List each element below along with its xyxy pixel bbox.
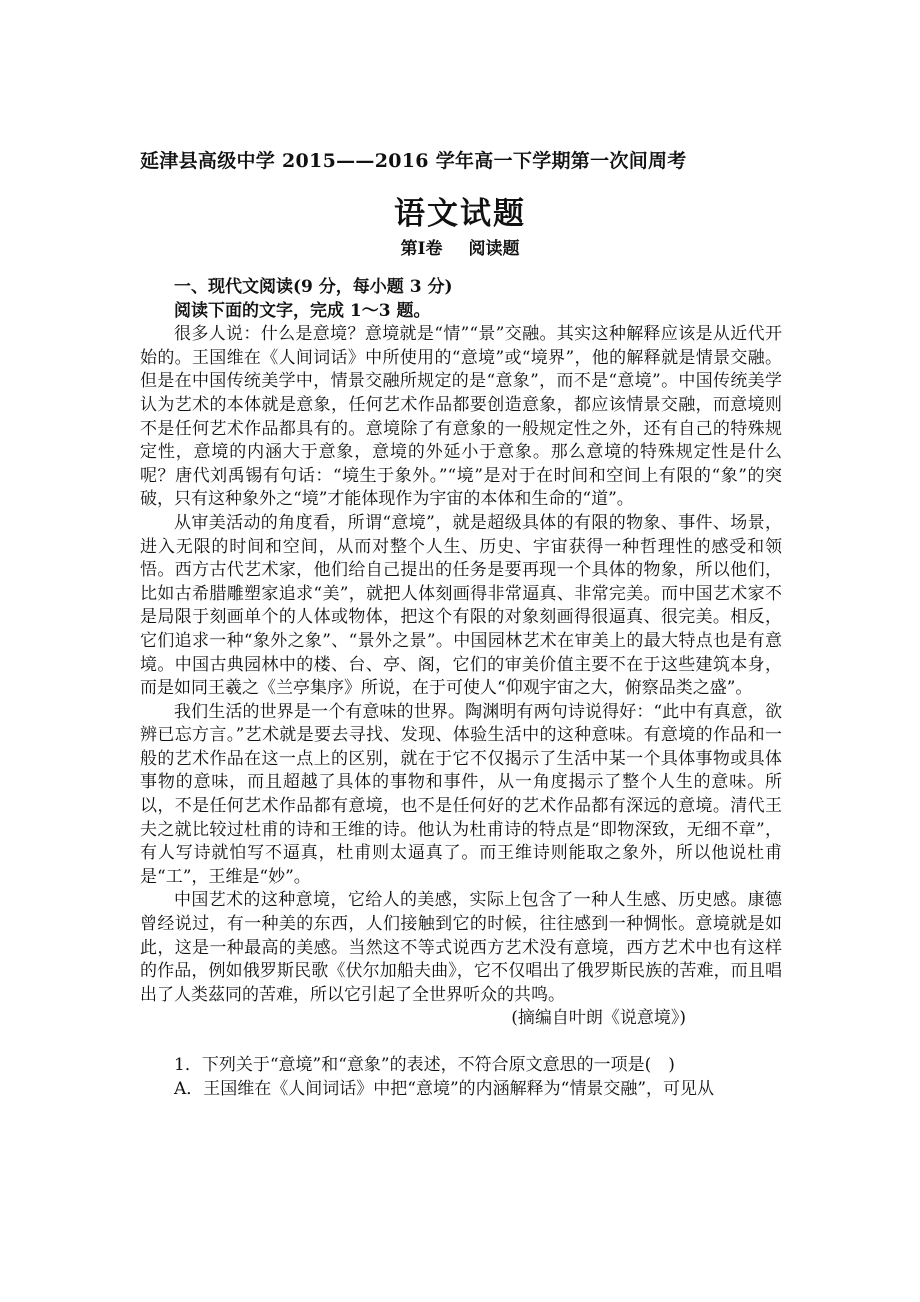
section-instruction: 阅读下面的文字，完成 1～3 题。 (174, 300, 431, 321)
exam-title: 语文试题 (394, 196, 526, 232)
section-heading: 一、现代文阅读(9 分，每小题 3 分) (174, 277, 453, 297)
passage-paragraph-2: 从审美活动的角度看，所谓“意境”，就是超级具体的有限的物象、事件、场景，进入无限的时间和空间，从而对整个人生、历史、宇宙获得一种哲理性的感受和领悟。西方古代艺术家，他们给自己提出的任务是要再现一个具体的物象，所以他们，比如古希腊雕塑家追求“美”，就把人体刻画得非常逼真、非常完美。而中国艺术家不是局限于刻画单个的人体或物体，把这个有限的对象刻画得很逼真、很完美。相反，它们追求一种“象外之象”、“景外之景”。中国园林艺术在审美上的最大特点也是有意境。中国古典园林中的楼、台、亭、阁，它们的审美价值主要不在于这些建筑本身，而是如同王羲之《兰亭集序》所说，在于可使人“仰观宇宙之大，俯察品类之盛”。 (140, 512, 782, 699)
part-name: 阅读题 (468, 239, 520, 259)
exam-header: 延津县高级中学 2015——2016 学年高一下学期第一次间周考 (140, 150, 687, 172)
part-heading (0, 234, 920, 259)
question-1-stem: 1．下列关于“意境”和“意象”的表述，不符合原文意思的一项是( ) (174, 1055, 675, 1075)
reading-section (140, 276, 782, 1101)
passage-paragraph-3: 我们生活的世界是一个有意味的世界。陶渊明有两句诗说得好：“此中有真意，欲辨已忘方言。”艺术就是要去寻找、发现、体验生活中的这种意味。有意境的作品和一般的艺术作品在这一点上的区别，就在于它不仅揭示了生活中某一个具体事物或具体事物的意味，而且超越了具体的事物和事件，从一角度揭示了整个人生的意味。所以，不是任何艺术作品都有意境，也不是任何好的艺术作品都有深远的意境。清代王夫之就比较过杜甫的诗和王维的诗。他认为杜甫诗的特点是“即物深致，无细不章”，有人写诗就怕写不逼真，杜甫则太逼真了。而王维诗则能取之象外，所以他说杜甫是“工”，王维是“妙”。 (140, 701, 782, 887)
passage-paragraph-1: 很多人说：什么是意境？意境就是“情”“景”交融。其实这种解释应该是从近代开始的。王国维在《人间词话》中所使用的“意境”或“境界”，他的解释就是情景交融。但是在中国传统美学中，情景交融所规定的是“意象”，而不是“意境”。中国传统美学认为艺术的本体就是意象，任何艺术作品都要创造意象，都应该情景交融，而意境则不是任何艺术作品都具有的。意境除了有意象的一般规定性之外，还有自己的特殊规定性，意境的内涵大于意象，意境的外延小于意象。那么意境的特殊规定性是什么呢？唐代刘禹锡有句话：“境生于象外。”“境”是对于在时间和空间上有限的“象”的突破，只有这种象外之“境”才能体现作为宇宙的本体和生命的“道”。 (140, 324, 782, 510)
passage-paragraph-4: 中国艺术的这种意境，它给人的美感，实际上包含了一种人生感、历史感。康德曾经说过，有一种美的东西，人们接触到它的时候，往往感到一种惆怅。意境就是如此，这是一种最高的美感。当然这不等式说西方艺术没有意境，西方艺术中也有这样的作品，例如俄罗斯民歌《伏尔加船夫曲》，它不仅唱出了俄罗斯民族的苦难，而且唱出了人类茲同的苦难，所以它引起了全世界听众的共鸣。 (140, 890, 782, 1005)
passage-source: (摘编自叶朗《说意境》) (511, 1008, 686, 1029)
part-number: 第Ⅰ卷 (400, 239, 443, 259)
question-1-option-a: A．王国维在《人间词话》中把“意境”的内涵解释为“情景交融”，可见从 (174, 1078, 715, 1099)
